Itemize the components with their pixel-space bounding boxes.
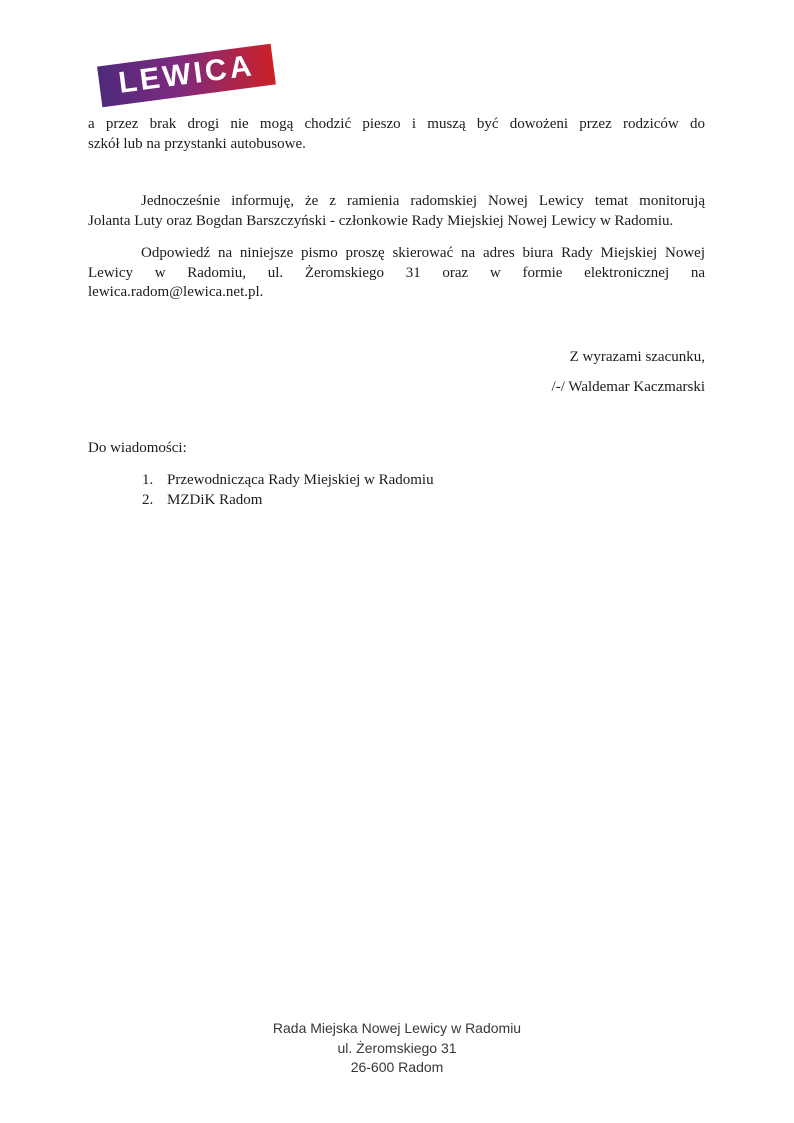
text-line: Jednocześnie informuję, że z ramienia radomskiej Nowej Lewicy temat monitorują <box>141 193 705 209</box>
paragraph-1 <box>88 115 705 154</box>
email-address: lewica.radom@lewica.net.pl. <box>88 284 264 301</box>
cc-item-text: MZDiK Radom <box>167 492 263 508</box>
cc-item-text: Przewodnicząca Rady Miejskiej w Radomiu <box>167 472 434 488</box>
footer-line: Rada Miejska Nowej Lewicy w Radomiu <box>272 1020 522 1036</box>
closing-salutation: Z wyrazami szacunku, <box>569 349 705 365</box>
text-line: szkół lub na przystanki autobusowe. <box>88 135 306 152</box>
paragraph-2 <box>88 192 705 231</box>
cc-item <box>142 470 434 490</box>
footer-line: ul. Żeromskiego 31 <box>337 1039 457 1056</box>
footer-line: 26-600 Radom <box>350 1059 444 1075</box>
paragraph-3 <box>88 244 705 303</box>
lewica-logo-text: LEWICA <box>116 48 257 100</box>
cc-item-number: 1. <box>142 472 154 488</box>
lewica-logo <box>97 44 276 107</box>
text-line: a przez brak drogi nie mogą chodzić pieszo i muszą być dowożeni przez rodziców do <box>88 116 705 132</box>
cc-item-number: 2. <box>142 492 154 508</box>
signature-name: /-/ Waldemar Kaczmarski <box>551 379 705 395</box>
footer-address-block <box>0 1019 794 1078</box>
text-line: Lewicy w Radomiu, ul. Żeromskiego 31 oraz w formie elektronicznej na <box>88 264 705 281</box>
text-line: Jolanta Luty oraz Bogdan Barszczyński - członkowie Rady Miejskiej Nowej Lewicy w Radomiu. <box>88 212 674 229</box>
text-line: Odpowiedź na niniejsze pismo proszę skierować na adres biura Rady Miejskiej Nowej <box>141 245 705 261</box>
cc-heading: Do wiadomości: <box>88 440 187 456</box>
cc-item <box>142 490 262 510</box>
